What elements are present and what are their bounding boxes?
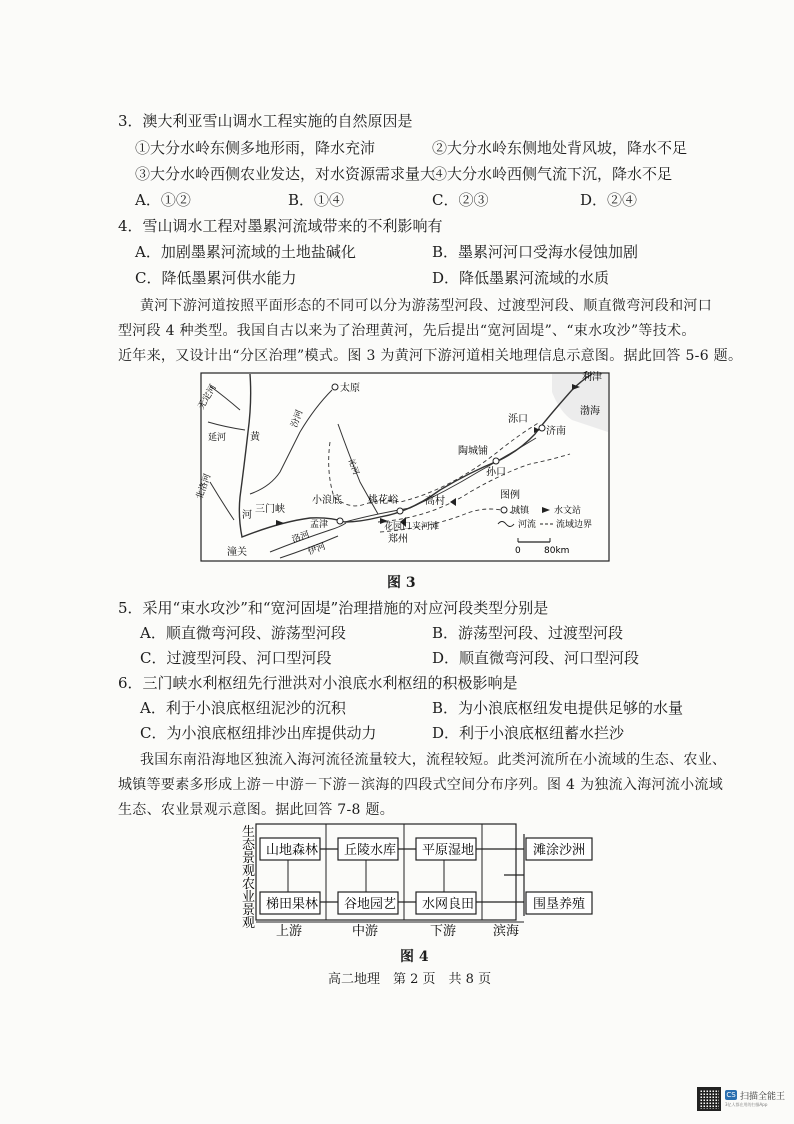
label-taohuayu: 桃花峪 (368, 495, 398, 506)
camscanner-tagline: 3亿人都在用的扫描App (725, 1102, 768, 1107)
label-lijin: 利津 (582, 372, 602, 383)
label-mengjin: 孟津 (310, 520, 329, 530)
label-yihe: 伊河 (306, 541, 328, 558)
passage2-line-1: 我国东南沿海地区独流入海河流径流量较大，流程较短。此类河流所在小流域的生态、农业、 (140, 752, 727, 768)
scale-end: 80km (544, 546, 570, 556)
q6-option-c: C．为小浪底枢纽排沙出库提供动力 (140, 724, 377, 742)
row-label-agri: 农业景观 (242, 877, 256, 931)
label-beiluohe: 北洛河 (194, 472, 214, 502)
q6-option-d: D．利于小浪底枢纽蓄水拦沙 (432, 724, 625, 742)
legend-title: 图例 (500, 490, 520, 501)
figure3-map (194, 372, 610, 562)
label-sanmenxia: 三门峡 (255, 504, 285, 515)
agri-box-1: 梯田果林 (266, 897, 319, 912)
q3-item-1: ①大分水岭东侧多地形雨，降水充沛 (135, 139, 376, 157)
q4-stem: 4．雪山调水工程对墨累河流域带来的不利影响有 (118, 217, 443, 235)
q5-option-c: C．过渡型河段、河口型河段 (140, 649, 332, 667)
label-huang: 黄 (250, 432, 260, 443)
section-midstream: 中游 (352, 924, 379, 939)
label-xiaolangdi: 小浪底 (312, 495, 342, 506)
label-jiahetan: 夹河滩 (412, 522, 440, 532)
label-he: 河 (242, 510, 252, 521)
passage2-line-3: 生态、农业景观示意图。据此回答 7-8 题。 (118, 802, 395, 818)
label-yanhe: 延河 (208, 433, 227, 443)
q3-item-2: ②大分水岭东侧地处背风坡，降水不足 (432, 139, 688, 157)
label-qinhe: 沁河 (346, 457, 361, 476)
label-huayuankou: 花园口 (384, 522, 412, 532)
eco-box-2: 丘陵水库 (344, 843, 397, 858)
camscanner-logo-icon: CS (726, 1091, 736, 1099)
agri-box-4: 围垦养殖 (533, 897, 586, 912)
scale-start: 0 (515, 546, 521, 556)
legend-boundary: 流域边界 (556, 520, 593, 530)
q4-option-d: D．降低墨累河流域的水质 (432, 269, 610, 287)
figure4-caption: 图 4 (400, 949, 429, 965)
camscanner-app-name: 扫描全能王 (740, 1092, 786, 1102)
legend-city: 城镇 (511, 506, 530, 516)
legend-river: 河流 (518, 520, 537, 530)
passage1-line-2: 型河段 4 种类型。我国自古以来为了治理黄河，先后提出“宽河固堤”、“束水攻沙”等技术。 (118, 323, 696, 339)
q5-stem: 5．采用“束水攻沙”和“宽河固堤”治理措施的对应河段类型分别是 (118, 599, 549, 617)
eco-box-1: 山地森林 (266, 843, 319, 858)
label-taiyuan: 太原 (340, 383, 360, 394)
label-gaocun: 高村 (425, 496, 445, 507)
q6-option-b: B．为小浪底枢纽发电提供足够的水量 (432, 699, 684, 717)
q3-stem: 3．澳大利亚雪山调水工程实施的自然原因是 (118, 112, 413, 130)
label-luohe: 洛河 (290, 529, 312, 546)
passage2-line-2: 城镇等要素多形成上游－中游－下游－滨海的四段式空间分布序列。图 4 为独流入海河流小流域 (118, 777, 724, 793)
label-zhengzhou: 郑州 (388, 534, 408, 545)
label-fenhe: 汾河 (289, 408, 306, 430)
label-taochengpu: 陶城铺 (458, 446, 488, 457)
passage1-line-3: 近年来，又设计出“分区治理”模式。图 3 为黄河下游河道相关地理信息示意图。据此回答 5-6 题。 (118, 348, 743, 364)
q6-option-a: A．利于小浪底枢纽泥沙的沉积 (140, 699, 346, 717)
label-wudinghe: 无定河 (196, 383, 219, 412)
label-bohai: 渤海 (580, 406, 600, 417)
agri-box-2: 谷地园艺 (344, 897, 397, 912)
legend-station: 水文站 (554, 506, 582, 516)
section-upstream: 上游 (276, 924, 303, 939)
q6-stem: 6．三门峡水利枢纽先行泄洪对小浪底水利枢纽的积极影响是 (118, 674, 518, 692)
label-jinan: 济南 (546, 426, 566, 437)
q4-option-a: A．加剧墨累河流域的土地盐碱化 (135, 243, 356, 261)
eco-box-4: 滩涂沙洲 (533, 843, 586, 858)
q4-option-b: B．墨累河河口受海水侵蚀加剧 (432, 243, 639, 261)
label-tongguan: 潼关 (227, 547, 247, 558)
section-coastal: 滨海 (493, 924, 520, 939)
agri-box-3: 水网良田 (422, 897, 475, 912)
q5-option-b: B．游荡型河段、过渡型河段 (432, 624, 624, 642)
qr-code-icon (697, 1087, 721, 1111)
q4-option-c: C．降低墨累河供水能力 (135, 269, 297, 287)
figure4-diagram (238, 822, 598, 942)
q5-option-d: D．顺直微弯河段、河口型河段 (432, 649, 640, 667)
page-footer: 高二地理 第 2 页 共 8 页 (328, 972, 492, 987)
q3-item-4: ④大分水岭西侧气流下沉，降水不足 (432, 165, 673, 183)
q3-option-a: A．①② (135, 191, 191, 209)
section-downstream: 下游 (430, 924, 457, 939)
q3-option-d: D．②④ (580, 191, 638, 209)
q3-option-c: C．②③ (432, 191, 489, 209)
q5-option-a: A．顺直微弯河段、游荡型河段 (140, 624, 346, 642)
q3-option-b: B．①④ (288, 191, 345, 209)
passage1-line-1: 黄河下游河道按照平面形态的不同可以分为游荡型河段、过渡型河段、顺直微弯河段和河口 (140, 298, 712, 314)
label-luokou: 泺口 (508, 414, 528, 425)
eco-box-3: 平原湿地 (422, 843, 475, 858)
q3-item-3: ③大分水岭西侧农业发达，对水资源需求量大 (135, 165, 436, 183)
label-sunkou: 孙口 (486, 467, 506, 478)
row-label-eco: 生态景观 (242, 825, 256, 879)
figure3-caption: 图 3 (387, 575, 416, 591)
